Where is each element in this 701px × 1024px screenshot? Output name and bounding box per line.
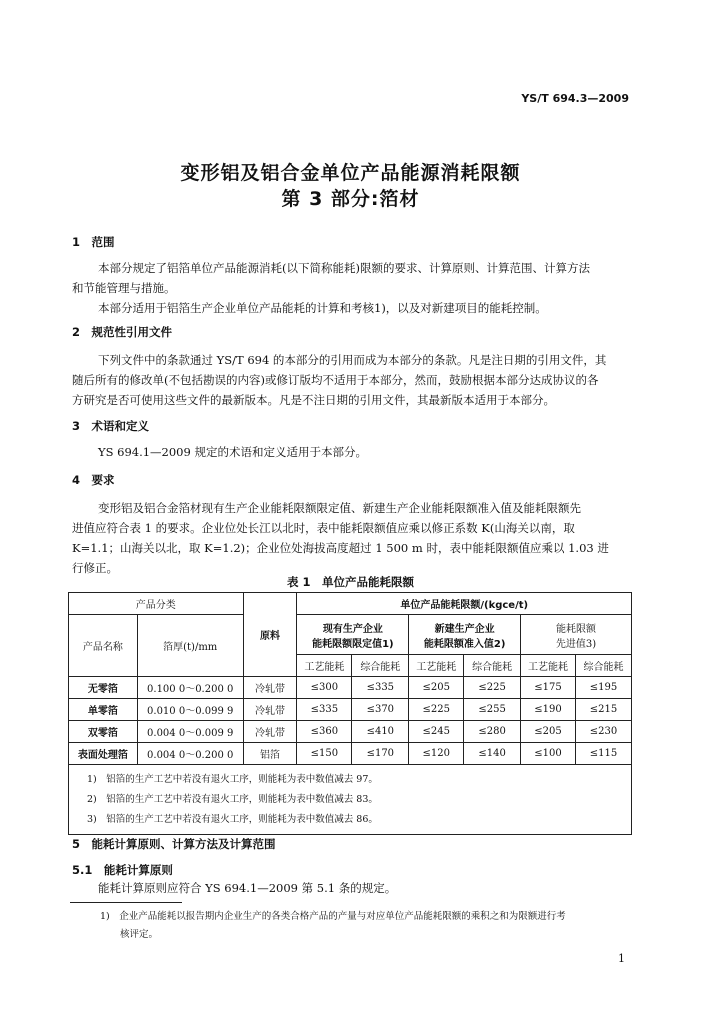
head-new (409, 615, 521, 655)
sub-process: 工艺能耗 (521, 655, 576, 677)
section-5-1-paragraph: 能耗计算原则应符合 YS 694.1—2009 第 5.1 条的规定。 (98, 881, 397, 895)
cell-material: 铝箔 (243, 743, 297, 765)
cell-value: ≤335 (297, 699, 352, 721)
cell-thickness: 0.004 0～0.009 9 (137, 721, 243, 743)
section-4-paragraph-line: 进值应符合表 1 的要求。企业位处长江以北时，表中能耗限额值应乘以修正系数 K(山海关以南，取 (72, 521, 575, 535)
cell-value: ≤280 (464, 721, 521, 743)
footnote-line: 核评定。 (120, 929, 159, 940)
section-1-heading: 1 范围 (72, 235, 115, 249)
section-4-heading: 4 要求 (72, 473, 115, 487)
cell-value: ≤245 (409, 721, 464, 743)
footnote-line: 1) 企业产品能耗以报告期内企业生产的各类合格产品的产量与对应单位产品能耗限额的乘积之和为限额进行考 (100, 911, 566, 922)
cell-value: ≤335 (352, 677, 409, 699)
footnote-rule (70, 902, 182, 903)
section-4-paragraph-line: 变形铝及铝合金箔材现有生产企业能耗限额限定值、新建生产企业能耗限额准入值及能耗限额先 (98, 501, 581, 515)
table-row (69, 743, 632, 765)
cell-value: ≤255 (464, 699, 521, 721)
cell-value: ≤100 (521, 743, 576, 765)
cell-value: ≤205 (521, 721, 576, 743)
head-advanced-line1: 能耗限额 (556, 623, 597, 635)
section-3-heading: 3 术语和定义 (72, 419, 150, 433)
section-4-paragraph-line: K=1.1；山海关以北，取 K=1.2)；企业位处海拔高度超过 1 500 m 时，表中能耗限额值应乘以 1.03 进 (72, 541, 609, 555)
cell-thickness: 0.010 0～0.099 9 (137, 699, 243, 721)
cell-value: ≤205 (409, 677, 464, 699)
cell-value: ≤115 (575, 743, 631, 765)
section-5-1-heading: 5.1 能耗计算原则 (72, 863, 173, 877)
sub-total: 综合能耗 (464, 655, 521, 677)
head-limit: 单位产品能耗限额/(kgce/t) (297, 593, 632, 615)
section-4-paragraph-line: 行修正。 (72, 561, 118, 575)
cell-value: ≤300 (297, 677, 352, 699)
head-product: 产品名称 (69, 615, 138, 677)
head-new-line2: 能耗限额准入值2) (423, 638, 506, 650)
head-material: 原料 (243, 593, 297, 677)
cell-value: ≤360 (297, 721, 352, 743)
cell-value: ≤140 (464, 743, 521, 765)
section-2-paragraph-line: 下列文件中的条款通过 YS/T 694 的本部分的引用而成为本部分的条款。凡是注日期的引用文件，其 (98, 353, 607, 367)
cell-value: ≤170 (352, 743, 409, 765)
head-advanced (521, 615, 632, 655)
cell-value: ≤120 (409, 743, 464, 765)
document-title: 变形铝及铝合金单位产品能源消耗限额 (180, 162, 521, 184)
cell-value: ≤225 (409, 699, 464, 721)
cell-name: 表面处理箔 (69, 743, 138, 765)
table-row (69, 721, 632, 743)
head-existing-line2: 能耗限额限定值1) (312, 638, 394, 650)
table-notes (69, 765, 632, 835)
section-1-paragraph-line: 和节能管理与措施。 (72, 281, 176, 295)
table-note: 1) 铝箔的生产工艺中若没有退火工序，则能耗为表中数值减去 97。 (87, 773, 378, 785)
energy-limit-table (68, 592, 632, 835)
section-1-paragraph-line: 本部分适用于铝箔生产企业单位产品能耗的计算和考核1)，以及对新建项目的能耗控制。 (98, 301, 547, 315)
head-existing (297, 615, 409, 655)
cell-value: ≤230 (575, 721, 631, 743)
cell-value: ≤195 (575, 677, 631, 699)
cell-value: ≤175 (521, 677, 576, 699)
cell-value: ≤150 (297, 743, 352, 765)
cell-name: 双零箔 (69, 721, 138, 743)
cell-material: 冷轧带 (243, 677, 297, 699)
cell-value: ≤410 (352, 721, 409, 743)
table-row (69, 677, 632, 699)
cell-thickness: 0.100 0～0.200 0 (137, 677, 243, 699)
head-existing-line1: 现有生产企业 (322, 623, 383, 635)
cell-material: 冷轧带 (243, 721, 297, 743)
standard-number: YS/T 694.3—2009 (521, 92, 629, 105)
sub-process: 工艺能耗 (297, 655, 352, 677)
head-new-line1: 新建生产企业 (434, 623, 495, 635)
document-subtitle: 第 3 部分:箔材 (281, 188, 420, 210)
table-row (69, 699, 632, 721)
section-2-paragraph-line: 随后所有的修改单(不包括勘误的内容)或修订版均不适用于本部分，然而，鼓励根据本部分达成协议的各 (72, 373, 599, 387)
cell-name: 单零箔 (69, 699, 138, 721)
sub-process: 工艺能耗 (409, 655, 464, 677)
head-category: 产品分类 (69, 593, 244, 615)
section-5-heading: 5 能耗计算原则、计算方法及计算范围 (72, 837, 276, 851)
section-3-paragraph: YS 694.1—2009 规定的术语和定义适用于本部分。 (98, 445, 367, 459)
cell-material: 冷轧带 (243, 699, 297, 721)
cell-name: 无零箔 (69, 677, 138, 699)
cell-thickness: 0.004 0～0.200 0 (137, 743, 243, 765)
sub-total: 综合能耗 (575, 655, 631, 677)
table-note: 2) 铝箔的生产工艺中若没有退火工序，则能耗为表中数值减去 83。 (87, 793, 378, 805)
sub-total: 综合能耗 (352, 655, 409, 677)
cell-value: ≤215 (575, 699, 631, 721)
table-caption: 表 1 单位产品能耗限额 (286, 575, 414, 589)
cell-value: ≤225 (464, 677, 521, 699)
section-2-heading: 2 规范性引用文件 (72, 325, 173, 339)
head-thickness: 箔厚(t)/mm (137, 615, 243, 677)
page-number: 1 (618, 952, 625, 965)
section-1-paragraph-line: 本部分规定了铝箔单位产品能源消耗(以下简称能耗)限额的要求、计算原则、计算范围、计算方法 (98, 261, 590, 275)
cell-value: ≤190 (521, 699, 576, 721)
table-note: 3) 铝箔的生产工艺中若没有退火工序，则能耗为表中数值减去 86。 (87, 813, 378, 825)
head-advanced-line2: 先进值3) (555, 638, 597, 650)
cell-value: ≤370 (352, 699, 409, 721)
section-2-paragraph-line: 方研究是否可使用这些文件的最新版本。凡是不注日期的引用文件，其最新版本适用于本部分。 (72, 393, 555, 407)
